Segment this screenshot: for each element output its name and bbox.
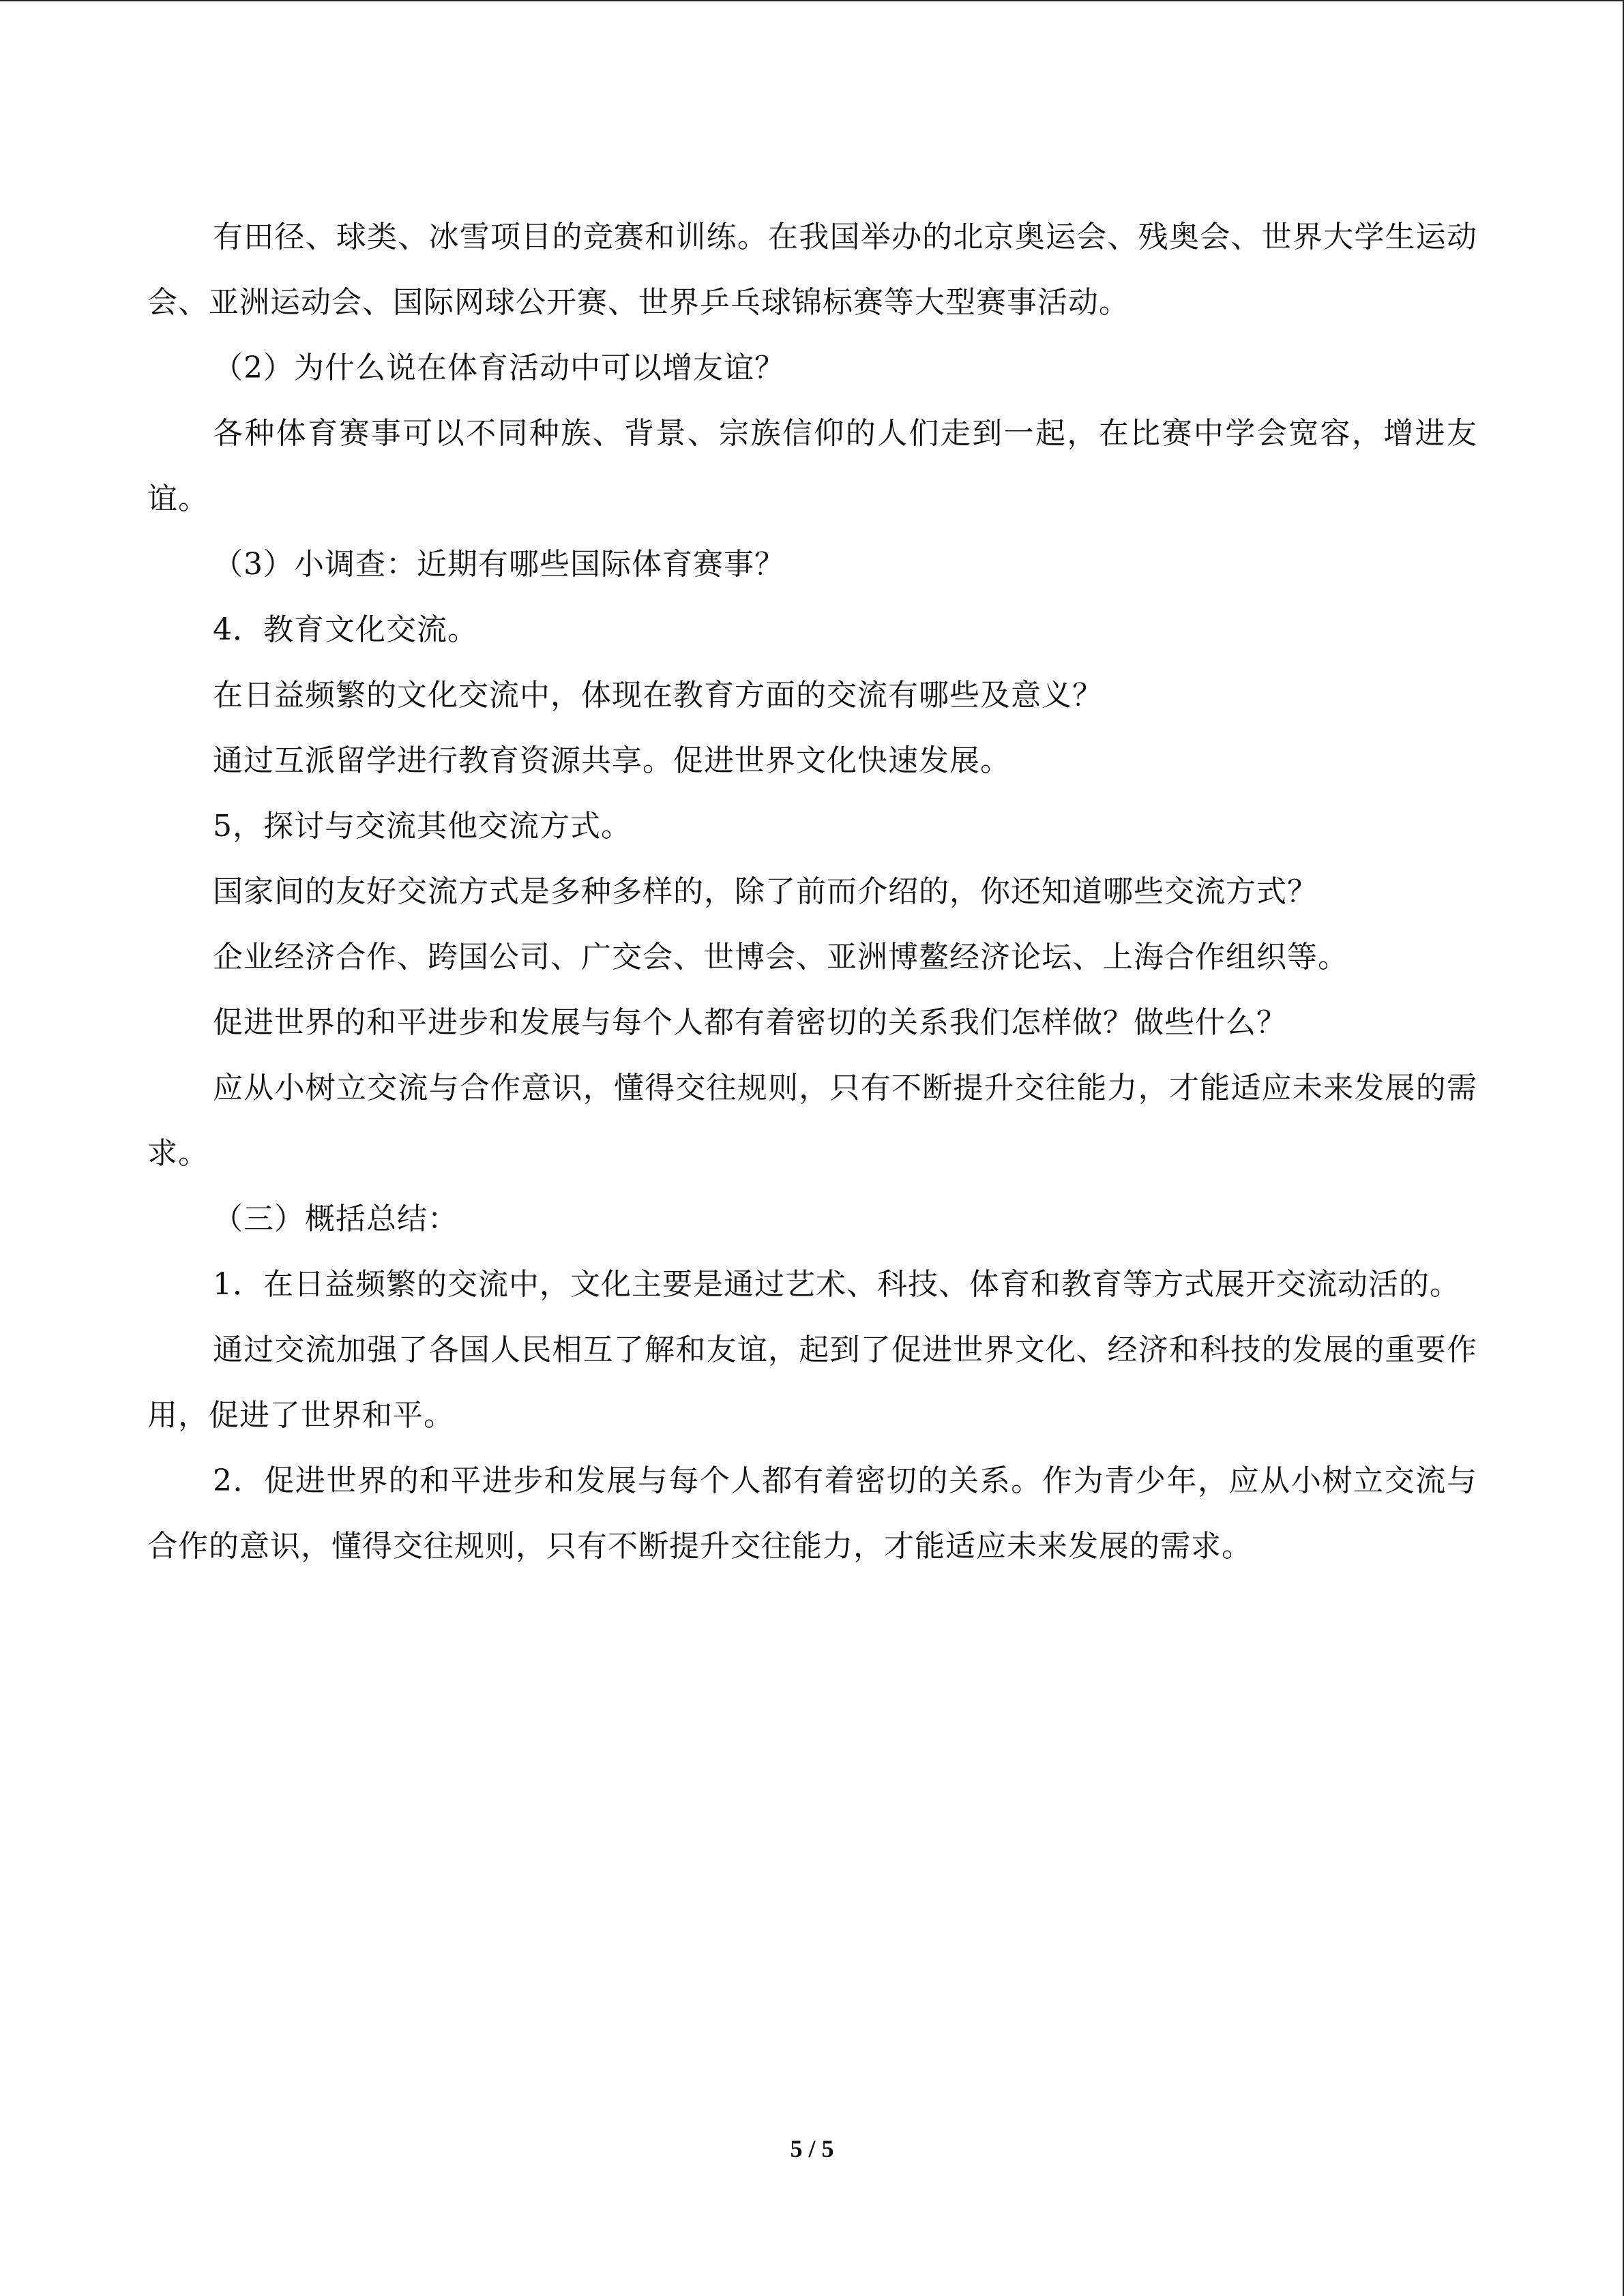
- paragraph-question-2: （2）为什么说在体育活动中可以增友谊？: [213, 351, 785, 385]
- paragraph-action-question: 促进世界的和平进步和发展与每个人都有着密切的关系我们怎样做？做些什么？: [213, 1005, 1287, 1040]
- paragraph-education-answer: 通过互派留学进行教育资源共享。促进世界文化快速发展。: [213, 743, 1011, 778]
- paragraph-action-answer: 应从小树立交流与合作意识，懂得交往规则，只有不断提升交往能力，才能适应未来发展的需求。: [147, 1071, 1477, 1171]
- page-number: 5 / 5: [790, 2135, 834, 2162]
- paragraph-exchange-answer: 企业经济合作、跨国公司、广交会、世博会、亚洲博鳌经济论坛、上海合作组织等。: [213, 940, 1348, 974]
- paragraph-summary-2: 2．促进世界的和平进步和发展与每个人都有着密切的关系。作为青少年，应从小树立交流与合作的意识，懂得交往规则，只有不断提升交往能力，才能适应未来发展的需求。: [147, 1463, 1477, 1564]
- paragraph-education-question: 在日益频繁的文化交流中，体现在教育方面的交流有哪些及意义？: [213, 678, 1103, 713]
- paragraph-heading-4: 4．教育文化交流。: [213, 612, 478, 647]
- paragraph-summary-1: 1．在日益频繁的交流中，文化主要是通过艺术、科技、体育和教育等方式展开交流动活的。: [213, 1267, 1460, 1302]
- paragraph-summary-1-cont: 通过交流加强了各国人民相互了解和友谊，起到了促进世界文化、经济和科技的发展的重要作用，促进了世界和平。: [147, 1332, 1477, 1433]
- document-body: [147, 205, 1477, 1579]
- paragraph-exchange-question: 国家间的友好交流方式是多种多样的，除了前而介绍的，你还知道哪些交流方式？: [213, 874, 1318, 909]
- paragraph-summary-heading: （三）概括总结：: [213, 1202, 458, 1236]
- paragraph-sports-events: 有田径、球类、冰雪项目的竞赛和训练。在我国举办的北京奥运会、残奥会、世界大学生运动会、亚洲运动会、国际网球公开赛、世界乒乓球锦标赛等大型赛事活动。: [147, 220, 1477, 320]
- paragraph-answer-2: 各种体育赛事可以不同种族、背景、宗族信仰的人们走到一起，在比赛中学会宽容，增进友谊。: [147, 416, 1477, 516]
- paragraph-heading-5: 5，探讨与交流其他交流方式。: [213, 809, 632, 844]
- paragraph-question-3: （3）小调查：近期有哪些国际体育赛事？: [213, 547, 785, 582]
